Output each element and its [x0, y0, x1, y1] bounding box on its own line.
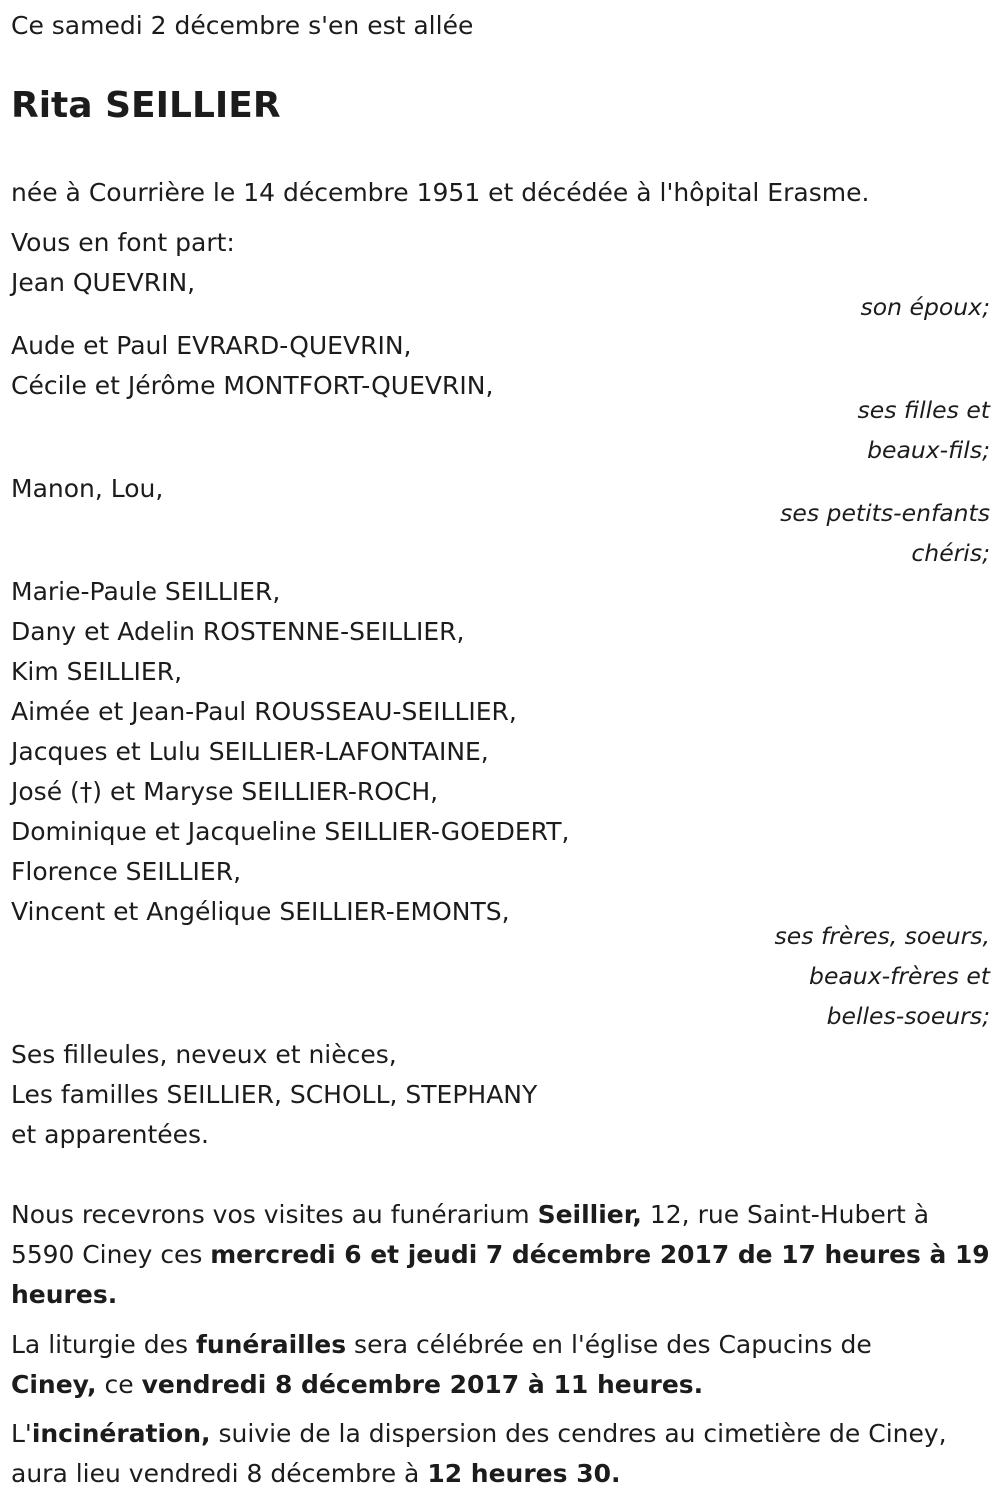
liturgy-date: vendredi 8 décembre 2017 à 11 heures.: [141, 1370, 704, 1399]
visits-text: Nous recevrons vos visites au funérarium: [11, 1200, 538, 1229]
liturgy-text: sera célébrée en l'église des Capucins de: [346, 1330, 872, 1359]
daughters-relation: beaux-fils;: [867, 436, 990, 464]
cremation-text: suivie de la dispersion des cendres au cimetière de Ciney,: [210, 1419, 947, 1448]
funerarium-name: Seillier,: [537, 1200, 642, 1229]
siblings-relation: ses frères, soeurs,: [774, 922, 990, 950]
cremation-text: L': [11, 1419, 32, 1448]
sibling-name: Florence SEILLIER,: [11, 857, 242, 886]
grandchildren-names: Manon, Lou,: [11, 474, 164, 503]
visits-dates: mercredi 6 et jeudi 7 décembre 2017 de 17 heures à 19: [210, 1240, 990, 1269]
cremation-keyword: incinération,: [31, 1419, 211, 1448]
visits-text: 12, rue Saint-Hubert à: [641, 1200, 930, 1229]
grandchildren-relation: chéris;: [911, 539, 990, 567]
announce-text: Vous en font part:: [11, 228, 235, 257]
sibling-name: Jacques et Lulu SEILLIER-LAFONTAINE,: [11, 737, 489, 766]
sibling-name: José (†) et Maryse SEILLIER-ROCH,: [11, 777, 439, 806]
others-line: Les familles SEILLIER, SCHOLL, STEPHANY: [11, 1080, 538, 1109]
sibling-name: Aimée et Jean-Paul ROUSSEAU-SEILLIER,: [11, 697, 517, 726]
deceased-name: Rita SEILLIER: [11, 85, 281, 126]
liturgy-text: La liturgie des: [11, 1330, 196, 1359]
spouse-name: Jean QUEVRIN,: [11, 268, 196, 297]
birth-death-text: née à Courrière le 14 décembre 1951 et décédée à l'hôpital Erasme.: [11, 178, 870, 207]
cremation-line-1: [11, 1419, 947, 1449]
cremation-line-2: [11, 1459, 621, 1489]
sibling-name: Marie-Paule SEILLIER,: [11, 577, 281, 606]
sibling-name: Dany et Adelin ROSTENNE-SEILLIER,: [11, 617, 465, 646]
visits-line-1: [11, 1200, 929, 1230]
daughters-relation: ses filles et: [857, 396, 990, 424]
visits-dates-end: heures.: [11, 1280, 118, 1309]
liturgy-line-1: [11, 1330, 872, 1360]
grandchildren-relation: ses petits-enfants: [780, 499, 990, 527]
liturgy-keyword: funérailles: [195, 1330, 347, 1359]
siblings-relation: belles-soeurs;: [826, 1002, 990, 1030]
others-line: Ses filleules, neveux et nièces,: [11, 1040, 397, 1069]
liturgy-line-2: [11, 1370, 703, 1400]
sibling-name: Kim SEILLIER,: [11, 657, 183, 686]
siblings-relation: beaux-frères et: [809, 962, 990, 990]
cremation-time: 12 heures 30.: [427, 1459, 621, 1488]
sibling-name: Dominique et Jacqueline SEILLIER-GOEDERT,: [11, 817, 570, 846]
daughter-name: Aude et Paul EVRARD-QUEVRIN,: [11, 331, 412, 360]
visits-line-2: [11, 1240, 990, 1270]
others-line: et apparentées.: [11, 1120, 209, 1149]
visits-text: 5590 Ciney ces: [11, 1240, 211, 1269]
liturgy-place: Ciney,: [11, 1370, 97, 1399]
sibling-name: Vincent et Angélique SEILLIER-EMONTS,: [11, 897, 510, 926]
visits-line-3: [11, 1280, 117, 1310]
spouse-relation: son époux;: [860, 293, 990, 321]
liturgy-text: ce: [96, 1370, 142, 1399]
daughter-name: Cécile et Jérôme MONTFORT-QUEVRIN,: [11, 371, 494, 400]
cremation-text: aura lieu vendredi 8 décembre à: [11, 1459, 428, 1488]
intro-text: Ce samedi 2 décembre s'en est allée: [11, 11, 474, 40]
